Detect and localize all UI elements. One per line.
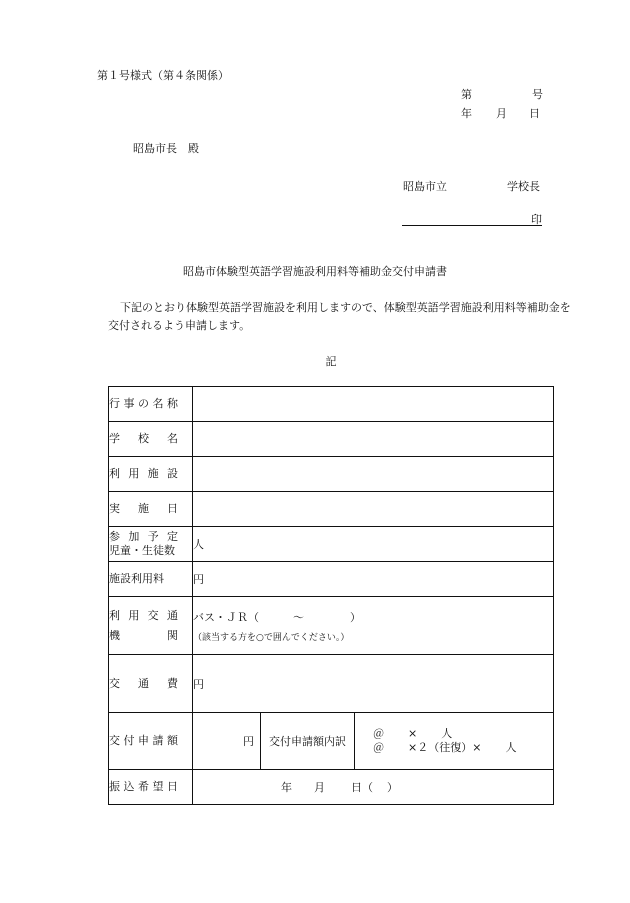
breakdown-field[interactable] [355,713,554,770]
table-row [109,713,554,770]
document-date-line [461,105,540,121]
facility-field[interactable] [193,457,554,492]
transport-label: 利 用 交 通 機 関 [109,597,193,655]
school-name-label: 学 校 名 [109,422,193,457]
transport-note: （該当する方を○で囲んでください。） [193,632,350,643]
ki-heading: 記 [325,355,337,368]
table-row [109,457,554,492]
form-number: 第１号様式（第４条関係） [97,69,229,82]
year-label: 年 [461,107,472,120]
event-name-label: 行 事 の 名 称 [109,387,193,422]
table-row [109,597,554,655]
transfer-date-field[interactable] [193,770,554,805]
travel-cost-field[interactable] [193,655,554,713]
table-row [109,527,554,562]
participants-field[interactable] [193,527,554,562]
number-suffix: 号 [532,88,543,101]
table-row [109,492,554,527]
seal-mark: 印 [531,213,542,226]
travel-cost-unit: 円 [193,677,204,691]
table-row [109,562,554,597]
facility-fee-unit: 円 [193,573,204,586]
breakdown-line-2: ＠ ×２（往復）× 人 [373,741,517,754]
signature-line [402,211,542,226]
facility-label: 利 用 施 設 [109,457,193,492]
table-row [109,387,554,422]
applicant-school-line [403,178,540,194]
month-label: 月 [496,107,507,120]
event-name-field[interactable] [193,387,554,422]
grant-amount-field[interactable] [193,713,261,770]
day-label: 日 [529,107,540,120]
table-row [109,655,554,713]
implementation-date-field[interactable] [193,492,554,527]
number-prefix: 第 [461,88,472,101]
grant-amount-label: 交 付 申 請 額 [109,713,193,770]
document-title: 昭島市体験型英語学習施設利用料等補助金交付申請書 [183,265,447,278]
transport-value: バス・ＪＲ（ ～ ） [193,610,361,624]
facility-fee-field[interactable] [193,562,554,597]
table-row [109,422,554,457]
application-table [108,386,554,805]
body-text: 下記のとおり体験型英語学習施設を利用しますので、体験型英語学習施設利用料等補助金を交付されるよう申請します。 [108,301,571,332]
implementation-date-label: 実 施 日 [109,492,193,527]
school-name-field[interactable] [193,422,554,457]
participants-unit: 人 [193,538,204,551]
transport-field[interactable] [193,597,554,655]
transfer-date-value: 年 月 日（ ） [281,781,398,794]
document-number-line [461,86,543,102]
travel-cost-label: 交 通 費 [109,655,193,713]
facility-fee-label: 施設利用料 [109,562,193,597]
school-prefix: 昭島市立 [403,180,447,193]
breakdown-label: 交付申請額内訳 [261,713,355,770]
grant-amount-unit: 円 [243,735,254,748]
school-suffix: 学校長 [507,180,540,193]
breakdown-line-1: ＠ × 人 [373,727,453,740]
transfer-date-label: 振 込 希 望 日 [109,770,193,805]
addressee: 昭島市長 殿 [133,142,199,155]
participants-label: 参 加 予 定 児童・生徒数 [109,527,193,562]
table-row [109,770,554,805]
